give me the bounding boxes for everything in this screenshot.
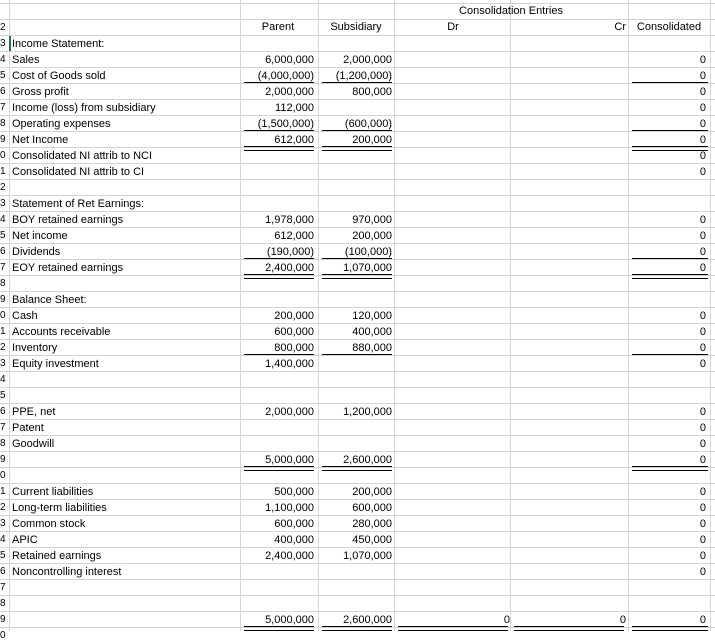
dr-value[interactable] xyxy=(396,260,510,276)
consolidated-value[interactable]: 0 xyxy=(699,102,706,114)
consolidated-value[interactable]: 0 xyxy=(699,614,706,626)
row-label[interactable]: Statement of Ret Earnings: xyxy=(12,198,145,210)
subtotal-underline xyxy=(632,354,708,355)
consolidated-value[interactable] xyxy=(630,388,706,404)
row-label[interactable]: Income Statement: xyxy=(12,38,105,50)
parent-value[interactable]: 2,000,000 xyxy=(265,86,314,98)
consolidated-value[interactable]: 0 xyxy=(699,566,706,578)
dr-value[interactable] xyxy=(396,228,510,244)
parent-value[interactable]: 200,000 xyxy=(274,310,314,322)
consolidated-value[interactable]: 0 xyxy=(699,342,706,354)
subsidiary-value[interactable] xyxy=(320,388,392,404)
dr-value[interactable] xyxy=(396,532,510,548)
cr-value[interactable] xyxy=(512,212,626,228)
consolidated-value[interactable]: 0 xyxy=(699,262,706,274)
total-double-underline xyxy=(244,626,314,631)
cr-value[interactable] xyxy=(512,292,626,308)
subsidiary-value[interactable]: 1,070,000 xyxy=(343,262,392,274)
row-label[interactable]: Goodwill xyxy=(12,438,55,450)
cr-value[interactable] xyxy=(512,372,626,388)
parent-value[interactable] xyxy=(242,164,314,180)
subsidiary-value[interactable]: 200,000 xyxy=(352,134,392,146)
subsidiary-value[interactable] xyxy=(320,372,392,388)
parent-value[interactable]: 600,000 xyxy=(274,518,314,530)
row-label[interactable] xyxy=(12,388,240,404)
row-number[interactable]: 9 xyxy=(0,614,6,625)
row-label[interactable] xyxy=(12,180,240,196)
row-number[interactable]: 6 xyxy=(0,86,6,97)
dr-value[interactable] xyxy=(396,244,510,260)
cr-value[interactable] xyxy=(512,260,626,276)
row-number[interactable]: 7 xyxy=(0,262,6,273)
cr-value[interactable] xyxy=(512,52,626,68)
cr-value[interactable] xyxy=(512,308,626,324)
row-number[interactable]: 1 xyxy=(0,326,6,337)
cr-value[interactable] xyxy=(512,180,626,196)
consolidated-value[interactable] xyxy=(630,292,706,308)
subsidiary-value[interactable] xyxy=(320,164,392,180)
parent-value[interactable] xyxy=(242,420,314,436)
subtotal-underline xyxy=(632,82,708,83)
row-label[interactable]: Cost of Goods sold xyxy=(12,70,106,82)
row-label[interactable]: Sales xyxy=(12,54,40,66)
cr-value[interactable] xyxy=(512,452,626,468)
subtotal-underline xyxy=(632,130,708,131)
cr-value[interactable] xyxy=(512,340,626,356)
subsidiary-value[interactable]: 2,600,000 xyxy=(343,614,392,626)
consolidated-value[interactable]: 0 xyxy=(699,54,706,66)
consolidated-value[interactable]: 0 xyxy=(699,406,706,418)
subsidiary-value[interactable]: 1,200,000 xyxy=(343,406,392,418)
row-number[interactable]: 4 xyxy=(0,374,6,385)
row-number[interactable]: 6 xyxy=(0,406,6,417)
parent-value[interactable]: 500,000 xyxy=(274,486,314,498)
cr-value[interactable] xyxy=(512,356,626,372)
row-label[interactable]: BOY retained earnings xyxy=(12,214,124,226)
row-number[interactable]: 6 xyxy=(0,566,6,577)
consolidated-value[interactable]: 0 xyxy=(699,518,706,530)
total-double-underline xyxy=(632,626,708,631)
subsidiary-value[interactable] xyxy=(320,36,392,52)
consolidated-value[interactable]: 0 xyxy=(699,118,706,130)
subsidiary-value[interactable]: 1,070,000 xyxy=(343,550,392,562)
cr-value[interactable] xyxy=(512,596,626,612)
dr-value[interactable] xyxy=(396,100,510,116)
row-number[interactable]: 7 xyxy=(0,582,6,593)
column-divider xyxy=(394,0,395,631)
consolidated-value[interactable] xyxy=(630,36,706,52)
row-label[interactable]: Cash xyxy=(12,310,38,322)
parent-value[interactable]: 612,000 xyxy=(274,230,314,242)
parent-value[interactable] xyxy=(242,596,314,612)
dr-value[interactable] xyxy=(396,68,510,84)
parent-value[interactable] xyxy=(242,580,314,596)
row-number[interactable]: 9 xyxy=(0,294,6,305)
dr-value[interactable] xyxy=(396,404,510,420)
consolidated-value[interactable]: 0 xyxy=(699,150,706,162)
cr-value[interactable] xyxy=(512,532,626,548)
consolidated-value[interactable]: 0 xyxy=(699,166,706,178)
row-label[interactable]: Dividends xyxy=(12,246,61,258)
row-label[interactable] xyxy=(12,596,240,612)
row-label[interactable]: Patent xyxy=(12,422,44,434)
row-number[interactable]: 5 xyxy=(0,70,6,81)
total-double-underline xyxy=(514,626,624,631)
total-double-underline xyxy=(632,146,708,151)
row-label[interactable] xyxy=(12,452,240,468)
consolidated-value[interactable]: 0 xyxy=(699,534,706,546)
consolidated-value[interactable]: 0 xyxy=(699,358,706,370)
consolidated-value[interactable] xyxy=(630,372,706,388)
row-label[interactable]: Net Income xyxy=(12,134,69,146)
parent-value[interactable] xyxy=(242,388,314,404)
dr-value[interactable] xyxy=(396,308,510,324)
cr-value[interactable] xyxy=(512,244,626,260)
consolidated-value[interactable]: 0 xyxy=(699,214,706,226)
total-double-underline xyxy=(244,146,314,151)
cr-value[interactable] xyxy=(512,132,626,148)
parent-value[interactable] xyxy=(242,372,314,388)
cr-value[interactable] xyxy=(512,228,626,244)
row-label[interactable]: Noncontrolling interest xyxy=(12,566,122,578)
total-double-underline xyxy=(322,146,392,151)
cr-value[interactable] xyxy=(512,436,626,452)
dr-value[interactable] xyxy=(396,548,510,564)
row-label[interactable]: Net income xyxy=(12,230,68,242)
row-label[interactable]: Consolidated NI attrib to NCI xyxy=(12,150,153,162)
parent-value[interactable]: 600,000 xyxy=(274,326,314,338)
total-double-underline xyxy=(322,626,392,631)
dr-value[interactable] xyxy=(396,372,510,388)
row-number[interactable]: 2 xyxy=(0,342,6,353)
row-number[interactable]: 1 xyxy=(0,166,6,177)
cr-value[interactable] xyxy=(512,148,626,164)
subsidiary-value[interactable] xyxy=(320,292,392,308)
dr-value[interactable] xyxy=(396,180,510,196)
subtotal-underline xyxy=(244,258,314,259)
subsidiary-value[interactable]: 880,000 xyxy=(352,342,392,354)
dr-value[interactable] xyxy=(396,36,510,52)
cr-value[interactable] xyxy=(512,100,626,116)
row-label[interactable]: Equity investment xyxy=(12,358,99,370)
subtotal-underline xyxy=(322,354,392,355)
row-number[interactable]: 5 xyxy=(0,550,6,561)
dr-value[interactable] xyxy=(396,212,510,228)
row-divider xyxy=(0,3,715,4)
dr-value[interactable] xyxy=(396,516,510,532)
total-double-underline xyxy=(244,466,314,471)
row-label[interactable]: Inventory xyxy=(12,342,58,354)
column-divider xyxy=(240,0,241,631)
dr-value[interactable] xyxy=(396,580,510,596)
subsidiary-value[interactable]: (1,200,000) xyxy=(335,70,392,82)
row-number[interactable]: 6 xyxy=(0,246,6,257)
consolidated-value[interactable] xyxy=(630,580,706,596)
cr-value[interactable] xyxy=(512,116,626,132)
parent-value[interactable]: (190,000) xyxy=(266,246,314,258)
row-number[interactable]: 4 xyxy=(0,534,6,545)
row-number[interactable]: 5 xyxy=(0,230,6,241)
header-subsidiary: Subsidiary xyxy=(330,21,382,33)
parent-value[interactable] xyxy=(242,180,314,196)
row-label[interactable]: APIC xyxy=(12,534,38,546)
row-number[interactable]: 2 xyxy=(0,182,6,193)
dr-value[interactable] xyxy=(396,340,510,356)
cr-value[interactable] xyxy=(512,36,626,52)
row-number[interactable]: 7 xyxy=(0,102,6,113)
row-number[interactable]: 7 xyxy=(0,422,6,433)
row-label[interactable] xyxy=(12,276,240,292)
row-number[interactable]: 3 xyxy=(0,38,6,49)
consolidated-value[interactable]: 0 xyxy=(699,454,706,466)
subsidiary-value[interactable] xyxy=(320,356,392,372)
row-number[interactable]: 2 xyxy=(0,502,6,513)
subsidiary-value[interactable] xyxy=(320,420,392,436)
row-label[interactable]: Income (loss) from subsidiary xyxy=(12,102,156,114)
cr-value[interactable] xyxy=(512,548,626,564)
parent-value[interactable]: 2,400,000 xyxy=(265,550,314,562)
dr-value[interactable] xyxy=(396,420,510,436)
dr-value[interactable] xyxy=(396,52,510,68)
row-number[interactable]: 9 xyxy=(0,454,6,465)
dr-value[interactable] xyxy=(396,468,510,484)
cr-value[interactable] xyxy=(512,516,626,532)
row-label[interactable]: Consolidated NI attrib to CI xyxy=(12,166,145,178)
dr-value[interactable] xyxy=(396,116,510,132)
subsidiary-value[interactable]: 970,000 xyxy=(352,214,392,226)
parent-value[interactable]: 5,000,000 xyxy=(265,614,314,626)
row-label[interactable]: Current liabilities xyxy=(12,486,94,498)
header-consolidation-entries: Consolidation Entries xyxy=(459,5,563,17)
cr-value[interactable] xyxy=(512,404,626,420)
row-label[interactable]: PPE, net xyxy=(12,406,56,418)
subsidiary-value[interactable] xyxy=(320,580,392,596)
row-number[interactable]: 0 xyxy=(0,310,6,321)
total-double-underline xyxy=(632,466,708,471)
row-label[interactable]: Gross profit xyxy=(12,86,69,98)
subsidiary-value[interactable]: 400,000 xyxy=(352,326,392,338)
parent-value[interactable] xyxy=(242,436,314,452)
subsidiary-value[interactable] xyxy=(320,180,392,196)
consolidated-value[interactable]: 0 xyxy=(699,310,706,322)
total-double-underline xyxy=(322,466,392,471)
dr-value[interactable] xyxy=(396,596,510,612)
row-number[interactable]: 3 xyxy=(0,198,6,209)
row-number[interactable]: 4 xyxy=(0,214,6,225)
consolidated-value[interactable] xyxy=(630,596,706,612)
parent-value[interactable]: 5,000,000 xyxy=(265,454,314,466)
consolidated-value[interactable]: 0 xyxy=(699,438,706,450)
column-divider xyxy=(628,0,629,631)
row-label[interactable] xyxy=(12,612,240,628)
cr-value[interactable] xyxy=(512,468,626,484)
parent-value[interactable]: 2,400,000 xyxy=(265,262,314,274)
cr-value[interactable]: 0 xyxy=(619,614,626,626)
parent-value[interactable]: 400,000 xyxy=(274,534,314,546)
dr-value[interactable] xyxy=(396,388,510,404)
consolidated-value[interactable]: 0 xyxy=(699,134,706,146)
row-number[interactable]: 8 xyxy=(0,118,6,129)
row-label[interactable]: EOY retained earnings xyxy=(12,262,124,274)
cr-value[interactable] xyxy=(512,68,626,84)
subsidiary-value[interactable] xyxy=(320,436,392,452)
subsidiary-value[interactable]: (100,000) xyxy=(344,246,392,258)
subsidiary-value[interactable]: 200,000 xyxy=(352,486,392,498)
row-label[interactable] xyxy=(12,468,240,484)
subsidiary-value[interactable]: (600,000) xyxy=(344,118,392,130)
parent-value[interactable] xyxy=(242,292,314,308)
parent-value[interactable]: 1,400,000 xyxy=(265,358,314,370)
header-parent: Parent xyxy=(261,21,295,33)
parent-value[interactable]: (4,000,000) xyxy=(257,70,314,82)
subtotal-underline xyxy=(322,130,392,131)
dr-value[interactable] xyxy=(396,356,510,372)
subtotal-underline xyxy=(322,258,392,259)
cr-value[interactable] xyxy=(512,324,626,340)
parent-value[interactable]: 800,000 xyxy=(274,342,314,354)
subsidiary-value[interactable]: 280,000 xyxy=(352,518,392,530)
row-label[interactable]: Long-term liabilities xyxy=(12,502,107,514)
subsidiary-value[interactable] xyxy=(320,596,392,612)
row-number[interactable]: 8 xyxy=(0,598,6,609)
parent-value[interactable] xyxy=(242,564,314,580)
subsidiary-value[interactable] xyxy=(320,100,392,116)
dr-value[interactable]: 0 xyxy=(503,614,510,626)
total-double-underline xyxy=(322,274,392,279)
parent-value[interactable]: 612,000 xyxy=(274,134,314,146)
header-dr: Dr xyxy=(447,21,459,33)
subtotal-underline xyxy=(244,82,314,83)
subsidiary-value[interactable]: 2,000,000 xyxy=(343,54,392,66)
consolidated-value[interactable]: 0 xyxy=(699,246,706,258)
parent-value[interactable] xyxy=(242,36,314,52)
dr-value[interactable] xyxy=(396,196,510,212)
subtotal-underline xyxy=(322,82,392,83)
row-number[interactable]: 2 xyxy=(0,22,6,33)
subtotal-underline xyxy=(244,130,314,131)
row-number[interactable]: 0 xyxy=(0,470,6,481)
consolidated-value[interactable]: 0 xyxy=(699,86,706,98)
dr-value[interactable] xyxy=(396,276,510,292)
consolidated-value[interactable] xyxy=(630,180,706,196)
row-label[interactable]: Retained earnings xyxy=(12,550,102,562)
row-number[interactable]: 3 xyxy=(0,358,6,369)
row-number[interactable]: 9 xyxy=(0,134,6,145)
cr-value[interactable] xyxy=(512,564,626,580)
row-number[interactable]: 4 xyxy=(0,54,6,65)
parent-value[interactable]: 2,000,000 xyxy=(265,406,314,418)
subsidiary-value[interactable]: 600,000 xyxy=(352,502,392,514)
parent-value[interactable]: 6,000,000 xyxy=(265,54,314,66)
row-number[interactable]: 0 xyxy=(0,630,6,641)
dr-value[interactable] xyxy=(396,500,510,516)
parent-value[interactable] xyxy=(242,196,314,212)
cr-value[interactable] xyxy=(512,196,626,212)
cr-value[interactable] xyxy=(512,484,626,500)
row-number[interactable]: 1 xyxy=(0,486,6,497)
row-divider xyxy=(0,19,715,20)
active-cell-indicator xyxy=(9,36,11,52)
header-consolidated: Consolidated xyxy=(636,21,702,33)
column-divider xyxy=(710,0,711,631)
row-number[interactable]: 0 xyxy=(0,150,6,161)
parent-value[interactable]: (1,500,000) xyxy=(257,118,314,130)
column-divider xyxy=(318,0,319,631)
total-double-underline xyxy=(244,274,314,279)
subsidiary-value[interactable]: 800,000 xyxy=(352,86,392,98)
column-divider xyxy=(510,0,511,631)
consolidated-value[interactable]: 0 xyxy=(699,550,706,562)
parent-value[interactable]: 1,978,000 xyxy=(265,214,314,226)
subsidiary-value[interactable] xyxy=(320,564,392,580)
parent-value[interactable]: 112,000 xyxy=(275,102,314,114)
subsidiary-value[interactable]: 120,000 xyxy=(352,310,392,322)
row-number[interactable]: 8 xyxy=(0,438,6,449)
cr-value[interactable] xyxy=(512,580,626,596)
subsidiary-value[interactable]: 450,000 xyxy=(352,534,392,546)
dr-value[interactable] xyxy=(396,324,510,340)
cr-value[interactable] xyxy=(512,388,626,404)
dr-value[interactable] xyxy=(396,164,510,180)
header-cr: Cr xyxy=(614,21,626,33)
cr-value[interactable] xyxy=(512,164,626,180)
column-divider xyxy=(9,0,10,631)
row-label[interactable]: Accounts receivable xyxy=(12,326,111,338)
subsidiary-value[interactable] xyxy=(320,196,392,212)
row-label[interactable]: Balance Sheet: xyxy=(12,294,87,306)
consolidated-value[interactable]: 0 xyxy=(699,486,706,498)
total-double-underline xyxy=(632,274,708,279)
subsidiary-value[interactable]: 2,600,000 xyxy=(343,454,392,466)
subsidiary-value[interactable]: 200,000 xyxy=(352,230,392,242)
row-number[interactable]: 8 xyxy=(0,278,6,289)
consolidated-value[interactable]: 0 xyxy=(699,230,706,242)
dr-value[interactable] xyxy=(396,292,510,308)
cr-value[interactable] xyxy=(512,420,626,436)
consolidated-value[interactable]: 0 xyxy=(699,422,706,434)
cr-value[interactable] xyxy=(512,500,626,516)
subtotal-underline xyxy=(244,354,314,355)
row-number[interactable]: 3 xyxy=(0,518,6,529)
consolidated-value[interactable] xyxy=(630,196,706,212)
consolidated-value[interactable]: 0 xyxy=(699,326,706,338)
cr-value[interactable] xyxy=(512,84,626,100)
consolidated-value[interactable]: 0 xyxy=(699,70,706,82)
parent-value[interactable]: 1,100,000 xyxy=(265,502,314,514)
total-double-underline xyxy=(398,626,508,631)
dr-value[interactable] xyxy=(396,84,510,100)
dr-value[interactable] xyxy=(396,564,510,580)
cr-value[interactable] xyxy=(512,276,626,292)
subtotal-underline xyxy=(632,258,708,259)
consolidated-value[interactable]: 0 xyxy=(699,502,706,514)
row-number[interactable]: 5 xyxy=(0,390,6,401)
row-label[interactable] xyxy=(12,372,240,388)
dr-value[interactable] xyxy=(396,148,510,164)
row-label[interactable] xyxy=(12,580,240,596)
dr-value[interactable] xyxy=(396,436,510,452)
row-label[interactable]: Common stock xyxy=(12,518,86,530)
dr-value[interactable] xyxy=(396,452,510,468)
row-label[interactable]: Operating expenses xyxy=(12,118,111,130)
dr-value[interactable] xyxy=(396,484,510,500)
dr-value[interactable] xyxy=(396,132,510,148)
